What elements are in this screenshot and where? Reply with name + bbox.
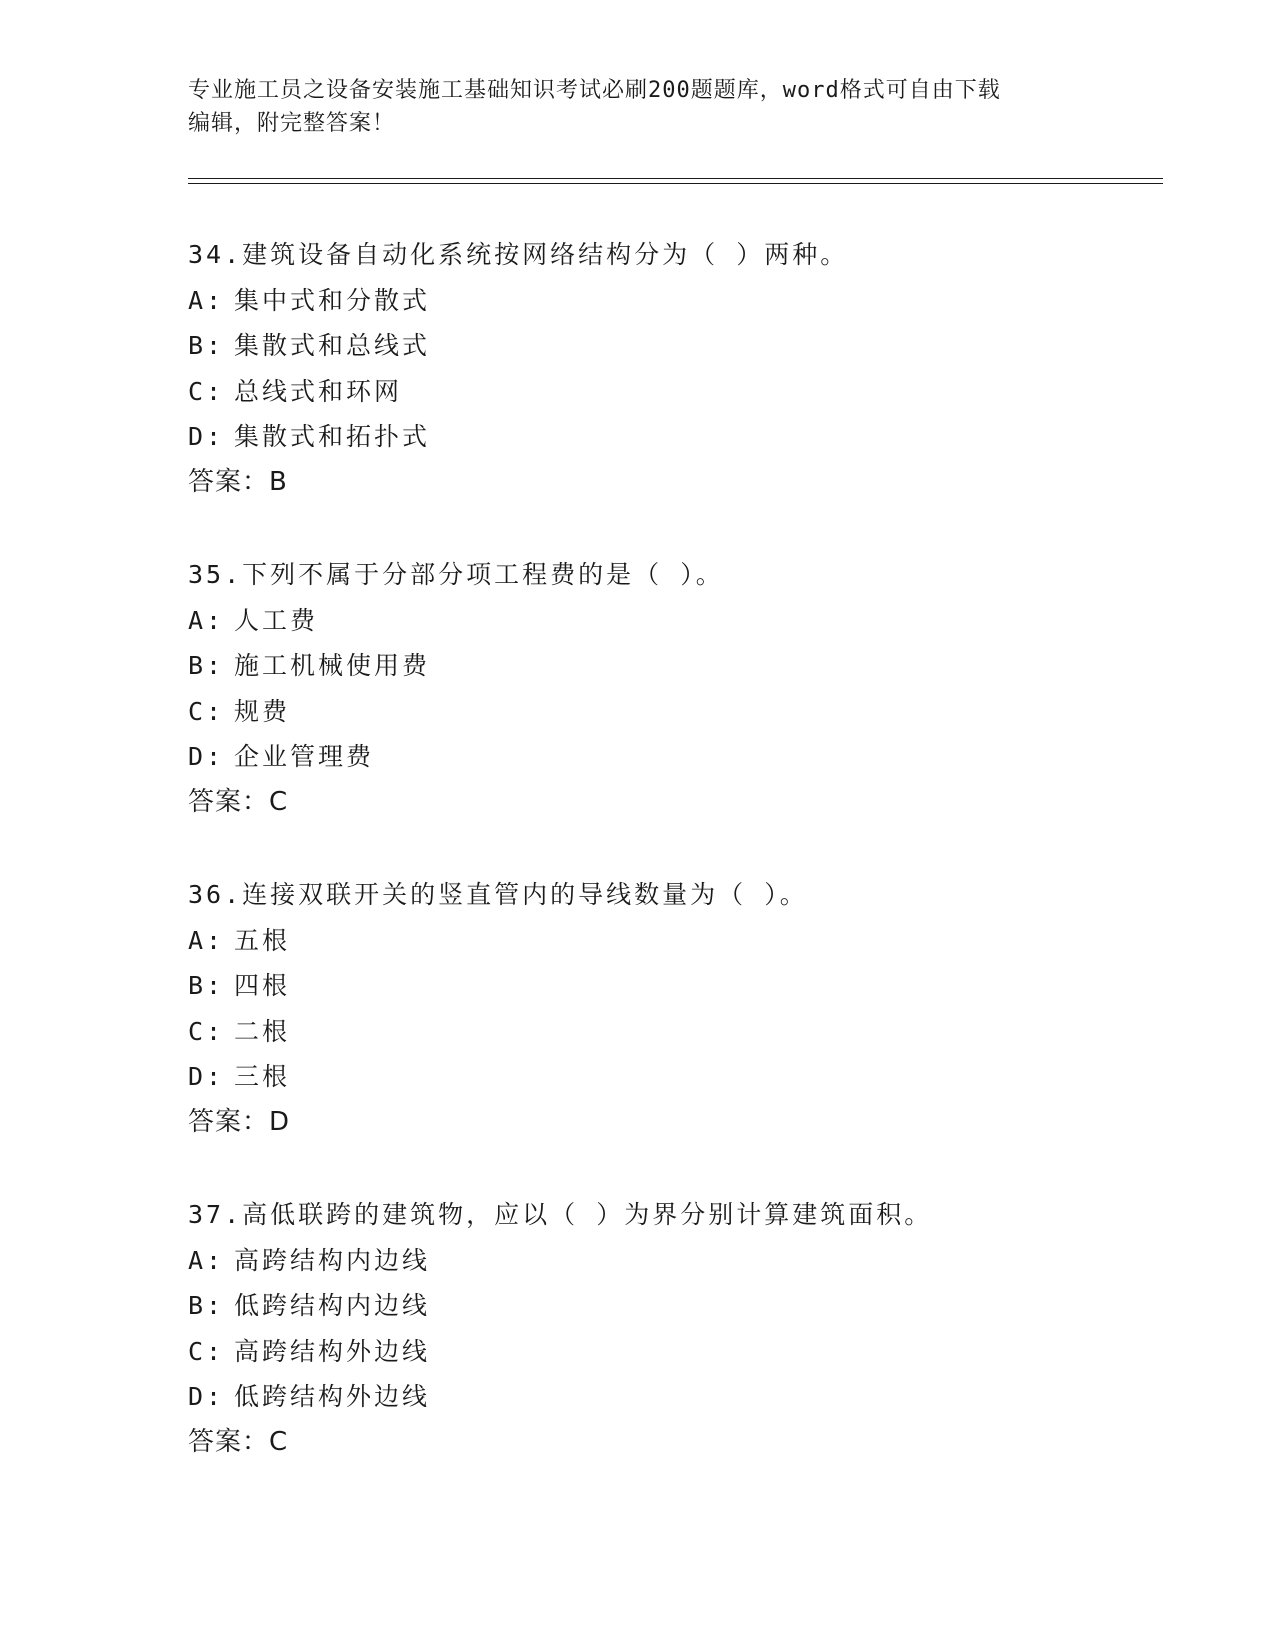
option-text: 人工费 [234,605,319,635]
option-letter: A: [188,605,225,635]
header-divider-top [188,178,1163,179]
question-stem: 34.建筑设备自动化系统按网络结构分为（ ）两种。 [188,240,849,269]
answer-line: 答案：D [188,1106,291,1137]
option-d [188,734,1168,780]
option-c [188,1329,1168,1375]
option-letter: D: [188,422,225,452]
question-stem: 36.连接双联开关的竖直管内的导线数量为（ ）。 [188,880,808,909]
option-letter: B: [188,1291,225,1321]
question-stem: 37.高低联跨的建筑物，应以（ ）为界分别计算建筑面积。 [188,1200,933,1229]
option-text: 三根 [234,1062,291,1092]
answer-line: 答案：C [188,786,289,817]
question-34 [188,232,1168,552]
document-header [188,74,1088,140]
question-35 [188,552,1168,872]
option-c [188,1009,1168,1055]
option-b [188,1283,1168,1329]
option-letter: C: [188,376,225,406]
option-letter: C: [188,1336,225,1366]
option-text: 五根 [234,925,291,955]
option-a [188,918,1168,964]
header-divider-bottom [188,183,1163,184]
option-c [188,369,1168,415]
option-text: 规费 [234,696,291,726]
option-c [188,689,1168,735]
answer-line: 答案：B [188,466,288,497]
option-text: 高跨结构外边线 [234,1336,431,1366]
answer-line: 答案：C [188,1426,289,1457]
option-letter: D: [188,742,225,772]
option-d [188,1374,1168,1420]
option-letter: C: [188,696,225,726]
option-b [188,963,1168,1009]
option-letter: A: [188,1245,225,1275]
option-letter: B: [188,651,225,681]
header-line-1: 专业施工员之设备安装施工基础知识考试必刷200题题库，word格式可自由下载 [188,78,1001,103]
option-text: 低跨结构外边线 [234,1382,431,1412]
option-a [188,278,1168,324]
question-36 [188,872,1168,1192]
option-text: 四根 [234,971,291,1001]
option-text: 企业管理费 [234,742,375,772]
header-line-2: 编辑，附完整答案！ [188,111,396,136]
option-text: 低跨结构内边线 [234,1291,431,1321]
question-stem: 35.下列不属于分部分项工程费的是（ ）。 [188,560,724,589]
option-a [188,1238,1168,1284]
option-letter: A: [188,285,225,315]
option-text: 集散式和总线式 [234,331,431,361]
option-a [188,598,1168,644]
question-list [188,232,1168,1512]
option-letter: C: [188,1016,225,1046]
option-text: 施工机械使用费 [234,651,431,681]
question-37 [188,1192,1168,1512]
option-d [188,1054,1168,1100]
option-text: 集中式和分散式 [234,285,431,315]
option-b [188,323,1168,369]
option-letter: D: [188,1382,225,1412]
option-text: 高跨结构内边线 [234,1245,431,1275]
option-d [188,414,1168,460]
option-b [188,643,1168,689]
option-letter: B: [188,331,225,361]
option-text: 集散式和拓扑式 [234,422,431,452]
option-letter: A: [188,925,225,955]
option-letter: B: [188,971,225,1001]
option-letter: D: [188,1062,225,1092]
option-text: 二根 [234,1016,291,1046]
option-text: 总线式和环网 [234,376,403,406]
